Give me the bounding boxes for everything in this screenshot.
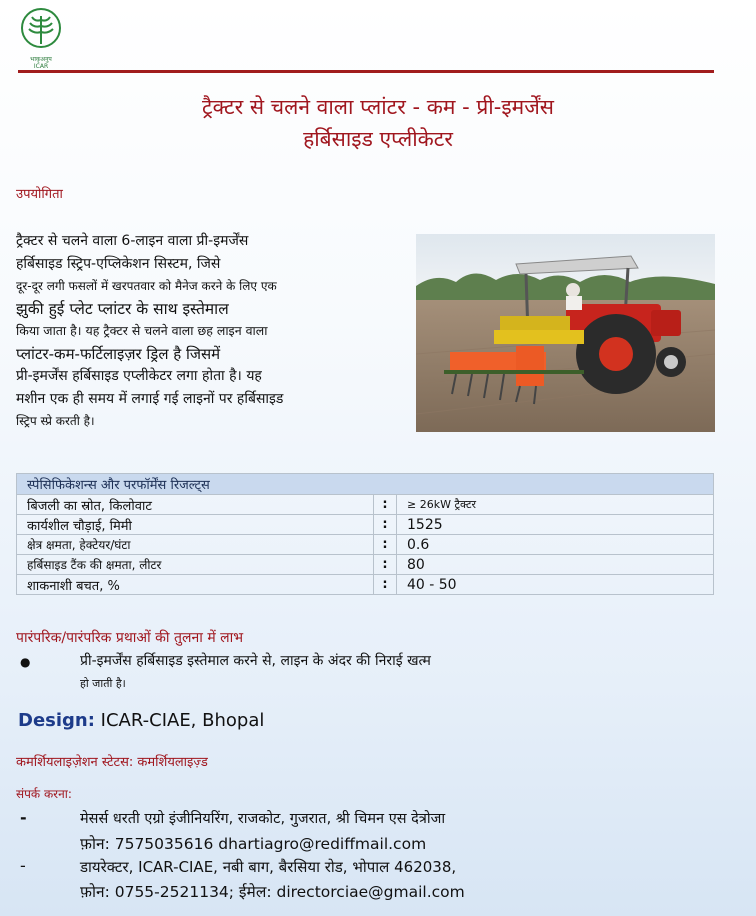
table-row <box>17 555 714 575</box>
commercialization-status: कमर्शियलाइज़ेशन स्टेटस: कमर्शियलाइज़्ड <box>16 755 208 770</box>
spec-value: 80 <box>397 555 714 575</box>
spec-separator: : <box>374 515 397 535</box>
spec-value: ≥ 26kW ट्रैक्टर <box>397 495 714 515</box>
contact-1-line1: मेसर्स धरती एग्रो इंजीनियरिंग, राजकोट, गुजरात, श्री चिमन एस देत्रोजा <box>80 811 446 827</box>
utility-line: हर्बिसाइड स्ट्रिप-एप्लिकेशन सिस्टम, जिसे <box>16 255 221 272</box>
dash-icon: - <box>20 856 26 875</box>
utility-line: दूर-दूर लगी फसलों में खरपतवार को मैनेज करने के लिए एक <box>16 279 277 293</box>
logo-text: ICAR <box>33 63 49 70</box>
utility-line: किया जाता है। यह ट्रैक्टर से चलने वाला छह लाइन वाला <box>16 323 268 338</box>
bullet-icon: ● <box>20 655 31 669</box>
utility-line: ट्रैक्टर से चलने वाला 6-लाइन वाला प्री-इमर्जेंस <box>16 233 249 249</box>
page-title-line2: हर्बिसाइड एप्लीकेटर <box>303 127 453 151</box>
benefit-line2: हो जाती है। <box>80 677 126 690</box>
spec-label: क्षेत्र क्षमता, हेक्टेयर/घंटा <box>17 535 374 555</box>
spec-table <box>16 473 714 595</box>
logo-text-hindi: भाकृअनुप <box>30 56 52 63</box>
design-value: ICAR-CIAE, Bhopal <box>94 710 265 731</box>
spec-separator: : <box>374 575 397 595</box>
tractor-planter-photo <box>416 234 715 432</box>
spec-value: 40 - 50 <box>397 575 714 595</box>
utility-line: झुकी हुई प्लेट प्लांटर के साथ इस्तेमाल <box>16 299 229 318</box>
header-rule <box>18 70 714 73</box>
dash-icon: - <box>20 808 27 827</box>
utility-line: प्लांटर-कम-फर्टिलाइज़र ड्रिल है जिसमें <box>16 344 221 363</box>
design-line <box>18 710 264 731</box>
utility-line: मशीन एक ही समय में लगाई गई लाइनों पर हर्बिसाइड <box>16 390 284 407</box>
spec-separator: : <box>374 535 397 555</box>
design-label: Design: <box>18 710 95 731</box>
icar-logo <box>18 6 64 72</box>
contact-heading: संपर्क करना: <box>16 787 72 801</box>
spec-label: कार्यशील चौड़ाई, मिमी <box>17 515 374 535</box>
benefits-heading: पारंपरिक/पारंपरिक प्रथाओं की तुलना में लाभ <box>16 630 244 646</box>
benefit-line1: प्री-इमर्जेंस हर्बिसाइड इस्तेमाल करने से, लाइन के अंदर की निराई खत्म <box>80 653 431 669</box>
utility-description <box>16 230 408 433</box>
wheat-emblem-icon <box>18 6 64 52</box>
spec-label: बिजली का स्रोत, किलोवाट <box>17 495 374 515</box>
spec-separator: : <box>374 555 397 575</box>
table-row <box>17 535 714 555</box>
table-row <box>17 495 714 515</box>
spec-label: हर्बिसाइड टैंक की क्षमता, लीटर <box>17 555 374 575</box>
spec-separator: : <box>374 495 397 515</box>
contact-1-line2: फ़ोन: 7575035616 dhartiagro@rediffmail.com <box>80 835 427 853</box>
contact-2-line1: डायरेक्टर, ICAR-CIAE, नबी बाग, बैरसिया रोड, भोपाल 462038, <box>80 858 457 876</box>
contact-2-line2: फ़ोन: 0755-2521134; ईमेल: directorciae@gmail.com <box>80 883 465 901</box>
utility-line: स्ट्रिप स्प्रे करती है। <box>16 414 95 428</box>
utility-line: प्री-इमर्जेंस हर्बिसाइड एप्लीकेटर लगा होता है। यह <box>16 368 262 384</box>
table-row <box>17 575 714 595</box>
table-row <box>17 515 714 535</box>
page-title-line1: ट्रैक्टर से चलने वाला प्लांटर - कम - प्री-इमर्जेंस <box>202 95 554 119</box>
spec-value: 1525 <box>397 515 714 535</box>
spec-heading: स्पेसिफिकेशन्स और परफॉर्मेंस रिजल्ट्स <box>17 474 714 495</box>
spec-value: 0.6 <box>397 535 714 555</box>
spec-label: शाकनाशी बचत, % <box>17 575 374 595</box>
utility-heading: उपयोगिता <box>16 187 63 202</box>
